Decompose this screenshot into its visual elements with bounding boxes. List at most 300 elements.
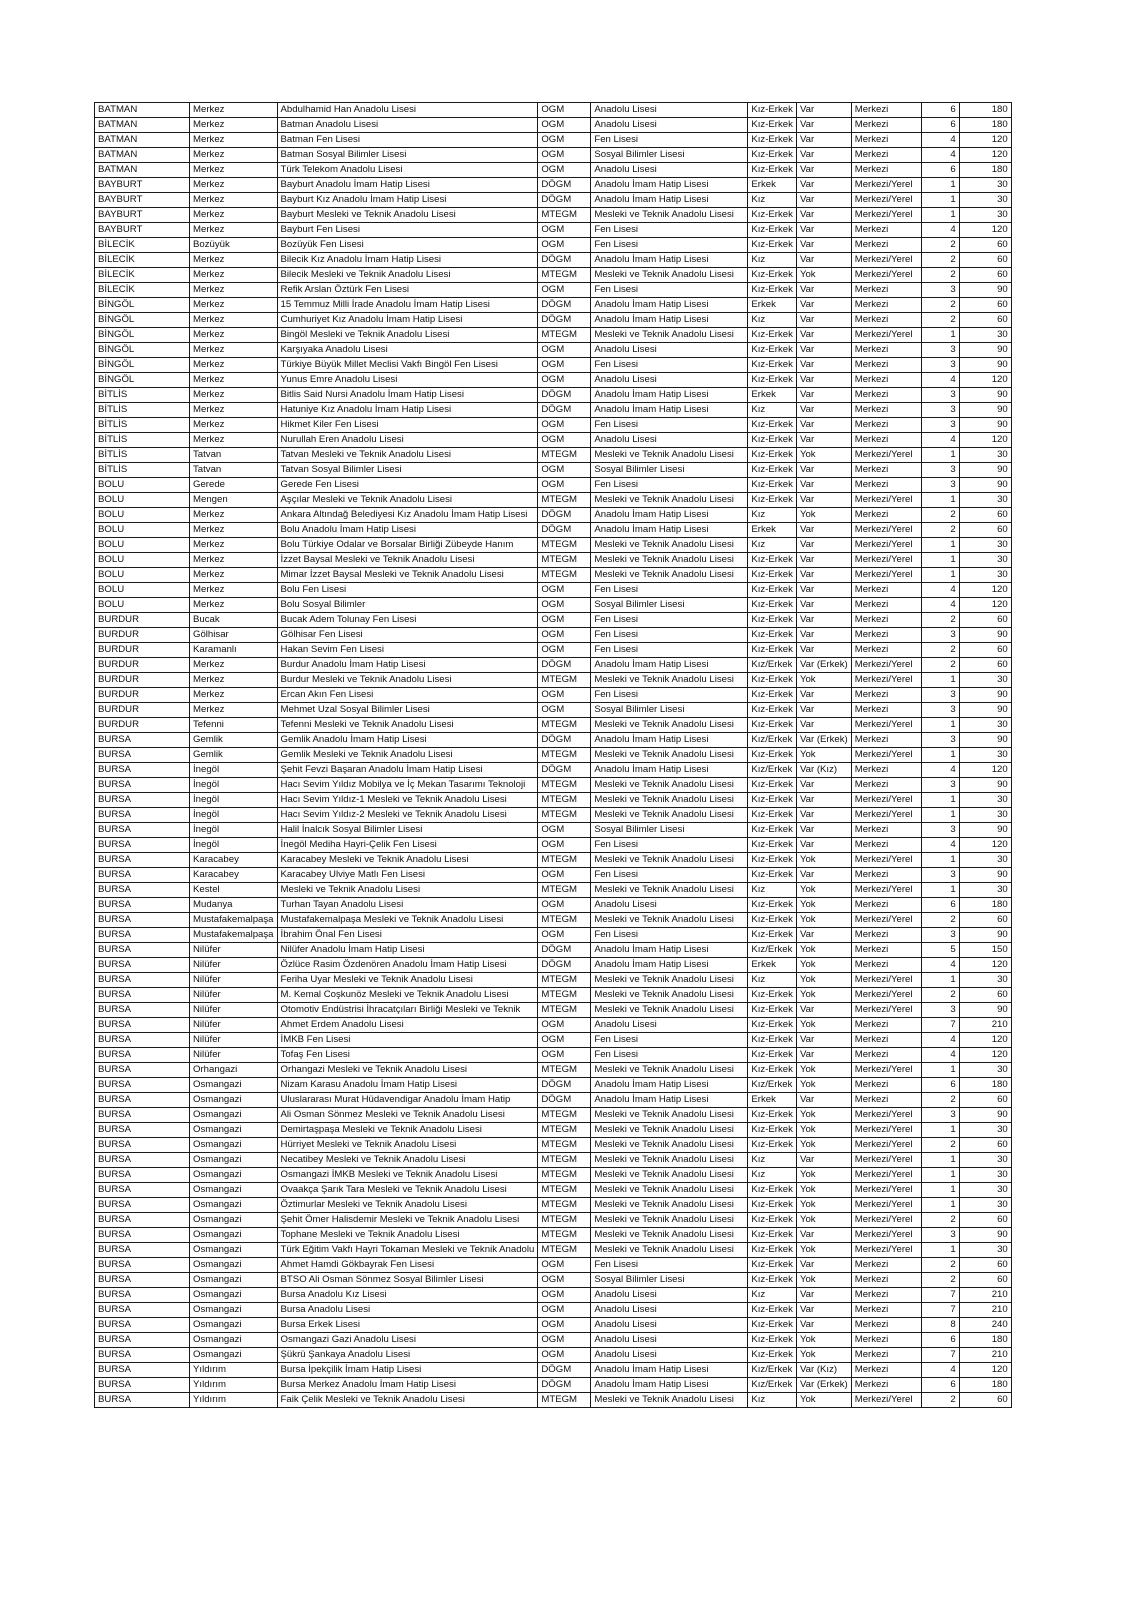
gender-cell: Kız-Erkek [748,718,797,733]
quota-cell: 120 [959,838,1011,853]
admission-cell: Merkezi [851,118,921,133]
gender-cell: Kız-Erkek [748,1123,797,1138]
school-type-cell: Mesleki ve Teknik Anadolu Lisesi [591,778,748,793]
gender-cell: Kız [748,403,797,418]
table-row [95,313,1012,328]
gender-cell: Kız-Erkek [748,703,797,718]
table-row [95,973,1012,988]
school-type-cell: Fen Lisesi [591,223,748,238]
school-type-cell: Fen Lisesi [591,628,748,643]
class-count-cell: 2 [921,253,959,268]
province-cell: BURSA [95,868,190,883]
gender-cell: Kız-Erkek [748,643,797,658]
gender-cell: Kız-Erkek [748,223,797,238]
table-row [95,1243,1012,1258]
district-cell: Nilüfer [190,988,278,1003]
class-count-cell: 3 [921,703,959,718]
table-row [95,1018,1012,1033]
school-type-cell: Anadolu Lisesi [591,343,748,358]
province-cell: BURSA [95,1003,190,1018]
school-table [94,102,1012,1408]
province-cell: BURSA [95,778,190,793]
school-name-cell: Bursa Anadolu Lisesi [277,1303,538,1318]
district-cell: Merkez [190,403,278,418]
directorate-cell: DÖGM [538,313,591,328]
directorate-cell: DÖGM [538,658,591,673]
province-cell: BAYBURT [95,208,190,223]
district-cell: Mudanya [190,898,278,913]
directorate-cell: MTEGM [538,1228,591,1243]
directorate-cell: OGM [538,1273,591,1288]
gender-cell: Kız-Erkek [748,688,797,703]
quota-cell: 120 [959,433,1011,448]
province-cell: BİNGÖL [95,373,190,388]
quota-cell: 60 [959,268,1011,283]
quota-cell: 60 [959,988,1011,1003]
school-type-cell: Anadolu İmam Hatip Lisesi [591,1378,748,1393]
class-count-cell: 1 [921,568,959,583]
directorate-cell: OGM [538,223,591,238]
gender-cell: Kız-Erkek [748,268,797,283]
dormitory-cell: Yok [796,1198,851,1213]
table-row [95,1108,1012,1123]
directorate-cell: OGM [538,1348,591,1363]
gender-cell: Kız-Erkek [748,118,797,133]
gender-cell: Kız-Erkek [748,328,797,343]
dormitory-cell: Var (Kız) [796,1363,851,1378]
admission-cell: Merkezi/Yerel [851,853,921,868]
dormitory-cell: Var [796,628,851,643]
table-row [95,943,1012,958]
district-cell: Mustafakemalpaşa [190,928,278,943]
dormitory-cell: Yok [796,958,851,973]
school-type-cell: Anadolu İmam Hatip Lisesi [591,1093,748,1108]
admission-cell: Merkezi [851,1258,921,1273]
directorate-cell: MTEGM [538,1123,591,1138]
class-count-cell: 1 [921,493,959,508]
dormitory-cell: Yok [796,1078,851,1093]
gender-cell: Kız [748,1168,797,1183]
table-row [95,1303,1012,1318]
province-cell: BURDUR [95,628,190,643]
province-cell: BOLU [95,538,190,553]
admission-cell: Merkezi [851,1018,921,1033]
directorate-cell: MTEGM [538,883,591,898]
table-row [95,1138,1012,1153]
quota-cell: 120 [959,223,1011,238]
dormitory-cell: Var [796,403,851,418]
admission-cell: Merkezi/Yerel [851,1108,921,1123]
gender-cell: Kız-Erkek [748,673,797,688]
district-cell: Merkez [190,268,278,283]
gender-cell: Kız-Erkek [748,628,797,643]
district-cell: Osmangazi [190,1108,278,1123]
school-type-cell: Sosyal Bilimler Lisesi [591,703,748,718]
gender-cell: Kız-Erkek [748,613,797,628]
province-cell: BURSA [95,1123,190,1138]
province-cell: BAYBURT [95,223,190,238]
directorate-cell: MTEGM [538,913,591,928]
directorate-cell: OGM [538,148,591,163]
school-type-cell: Anadolu İmam Hatip Lisesi [591,733,748,748]
school-type-cell: Anadolu Lisesi [591,1288,748,1303]
dormitory-cell: Var [796,133,851,148]
directorate-cell: MTEGM [538,1003,591,1018]
directorate-cell: OGM [538,103,591,118]
table-row [95,358,1012,373]
gender-cell: Kız-Erkek [748,1333,797,1348]
class-count-cell: 1 [921,973,959,988]
dormitory-cell: Var [796,298,851,313]
table-row [95,373,1012,388]
gender-cell: Kız-Erkek [748,913,797,928]
gender-cell: Kız [748,1288,797,1303]
district-cell: Merkez [190,283,278,298]
admission-cell: Merkezi/Yerel [851,1198,921,1213]
gender-cell: Kız-Erkek [748,103,797,118]
class-count-cell: 1 [921,208,959,223]
class-count-cell: 7 [921,1288,959,1303]
gender-cell: Kız-Erkek [748,928,797,943]
district-cell: Merkez [190,583,278,598]
school-name-cell: İbrahim Önal Fen Lisesi [277,928,538,943]
province-cell: BURSA [95,973,190,988]
class-count-cell: 8 [921,1318,959,1333]
table-row [95,298,1012,313]
gender-cell: Kız-Erkek [748,448,797,463]
admission-cell: Merkezi [851,388,921,403]
quota-cell: 120 [959,133,1011,148]
table-row [95,208,1012,223]
school-type-cell: Fen Lisesi [591,238,748,253]
gender-cell: Kız-Erkek [748,1003,797,1018]
admission-cell: Merkezi [851,163,921,178]
school-type-cell: Mesleki ve Teknik Anadolu Lisesi [591,1183,748,1198]
admission-cell: Merkezi/Yerel [851,178,921,193]
quota-cell: 180 [959,1078,1011,1093]
admission-cell: Merkezi [851,628,921,643]
quota-cell: 90 [959,463,1011,478]
district-cell: Gerede [190,478,278,493]
directorate-cell: OGM [538,928,591,943]
quota-cell: 60 [959,253,1011,268]
table-row [95,103,1012,118]
school-name-cell: 15 Temmuz Milli İrade Anadolu İmam Hatip Lisesi [277,298,538,313]
directorate-cell: OGM [538,478,591,493]
admission-cell: Merkezi [851,1333,921,1348]
school-type-cell: Mesleki ve Teknik Anadolu Lisesi [591,448,748,463]
quota-cell: 30 [959,493,1011,508]
dormitory-cell: Yok [796,1348,851,1363]
school-type-cell: Mesleki ve Teknik Anadolu Lisesi [591,1228,748,1243]
province-cell: BURSA [95,1198,190,1213]
dormitory-cell: Var [796,238,851,253]
directorate-cell: DÖGM [538,508,591,523]
province-cell: BURSA [95,1063,190,1078]
table-row [95,388,1012,403]
dormitory-cell: Var [796,718,851,733]
directorate-cell: OGM [538,358,591,373]
class-count-cell: 1 [921,328,959,343]
admission-cell: Merkezi/Yerel [851,448,921,463]
admission-cell: Merkezi/Yerel [851,568,921,583]
admission-cell: Merkezi/Yerel [851,1063,921,1078]
class-count-cell: 6 [921,898,959,913]
class-count-cell: 2 [921,988,959,1003]
province-cell: BATMAN [95,118,190,133]
district-cell: Osmangazi [190,1123,278,1138]
dormitory-cell: Yok [796,1333,851,1348]
school-name-cell: Abdulhamid Han Anadolu Lisesi [277,103,538,118]
admission-cell: Merkezi [851,898,921,913]
school-type-cell: Mesleki ve Teknik Anadolu Lisesi [591,988,748,1003]
province-cell: BURSA [95,763,190,778]
gender-cell: Kız-Erkek [748,208,797,223]
district-cell: Mengen [190,493,278,508]
dormitory-cell: Yok [796,673,851,688]
directorate-cell: MTEGM [538,208,591,223]
directorate-cell: MTEGM [538,538,591,553]
province-cell: BURSA [95,1228,190,1243]
school-type-cell: Mesleki ve Teknik Anadolu Lisesi [591,853,748,868]
dormitory-cell: Yok [796,1273,851,1288]
gender-cell: Kız/Erkek [748,943,797,958]
dormitory-cell: Var [796,1288,851,1303]
quota-cell: 30 [959,1123,1011,1138]
admission-cell: Merkezi [851,433,921,448]
school-type-cell: Anadolu İmam Hatip Lisesi [591,253,748,268]
school-type-cell: Anadolu Lisesi [591,373,748,388]
school-name-cell: Bilecik Mesleki ve Teknik Anadolu Lisesi [277,268,538,283]
table-body [95,103,1012,1408]
directorate-cell: OGM [538,643,591,658]
gender-cell: Kız [748,193,797,208]
class-count-cell: 2 [921,268,959,283]
admission-cell: Merkezi [851,1093,921,1108]
table-row [95,628,1012,643]
class-count-cell: 1 [921,1168,959,1183]
district-cell: Merkez [190,508,278,523]
district-cell: Merkez [190,148,278,163]
gender-cell: Kız-Erkek [748,283,797,298]
quota-cell: 120 [959,1048,1011,1063]
dormitory-cell: Var (Kız) [796,763,851,778]
class-count-cell: 6 [921,1378,959,1393]
gender-cell: Kız-Erkek [748,1183,797,1198]
admission-cell: Merkezi/Yerel [851,1393,921,1408]
table-row [95,238,1012,253]
school-name-cell: Hacı Sevim Yıldız Mobilya ve İç Mekan Tasarımı Teknoloji [277,778,538,793]
dormitory-cell: Yok [796,508,851,523]
province-cell: BURSA [95,1243,190,1258]
table-row [95,568,1012,583]
school-name-cell: Ahmet Erdem Anadolu Lisesi [277,1018,538,1033]
province-cell: BOLU [95,508,190,523]
quota-cell: 90 [959,688,1011,703]
table-row [95,1318,1012,1333]
gender-cell: Kız-Erkek [748,343,797,358]
school-type-cell: Mesleki ve Teknik Anadolu Lisesi [591,718,748,733]
dormitory-cell: Var [796,793,851,808]
table-row [95,433,1012,448]
gender-cell: Kız/Erkek [748,733,797,748]
gender-cell: Kız-Erkek [748,433,797,448]
gender-cell: Erkek [748,388,797,403]
class-count-cell: 4 [921,1363,959,1378]
school-name-cell: Hacı Sevim Yıldız-2 Mesleki ve Teknik Anadolu Lisesi [277,808,538,823]
district-cell: Merkez [190,328,278,343]
school-type-cell: Fen Lisesi [591,928,748,943]
school-name-cell: Batman Sosyal Bilimler Lisesi [277,148,538,163]
directorate-cell: MTEGM [538,793,591,808]
admission-cell: Merkezi [851,823,921,838]
directorate-cell: MTEGM [538,1153,591,1168]
class-count-cell: 5 [921,943,959,958]
table-row [95,598,1012,613]
directorate-cell: OGM [538,163,591,178]
district-cell: Merkez [190,118,278,133]
quota-cell: 60 [959,613,1011,628]
admission-cell: Merkezi [851,508,921,523]
admission-cell: Merkezi [851,928,921,943]
class-count-cell: 1 [921,1183,959,1198]
province-cell: BURSA [95,823,190,838]
table-row [95,1198,1012,1213]
school-name-cell: Tefenni Mesleki ve Teknik Anadolu Lisesi [277,718,538,733]
class-count-cell: 7 [921,1303,959,1318]
class-count-cell: 6 [921,103,959,118]
table-row [95,118,1012,133]
table-row [95,343,1012,358]
school-name-cell: Öztimurlar Mesleki ve Teknik Anadolu Lisesi [277,1198,538,1213]
province-cell: BATMAN [95,103,190,118]
directorate-cell: OGM [538,688,591,703]
dormitory-cell: Yok [796,1138,851,1153]
province-cell: BİLECİK [95,238,190,253]
district-cell: Merkez [190,178,278,193]
gender-cell: Kız-Erkek [748,568,797,583]
gender-cell: Kız-Erkek [748,1138,797,1153]
admission-cell: Merkezi/Yerel [851,208,921,223]
table-row [95,778,1012,793]
directorate-cell: OGM [538,703,591,718]
directorate-cell: DÖGM [538,733,591,748]
school-type-cell: Anadolu İmam Hatip Lisesi [591,1078,748,1093]
school-type-cell: Fen Lisesi [591,838,748,853]
school-name-cell: Feriha Uyar Mesleki ve Teknik Anadolu Lisesi [277,973,538,988]
quota-cell: 90 [959,388,1011,403]
table-row [95,658,1012,673]
quota-cell: 90 [959,358,1011,373]
quota-cell: 60 [959,1258,1011,1273]
class-count-cell: 1 [921,1243,959,1258]
school-type-cell: Anadolu Lisesi [591,118,748,133]
province-cell: BURSA [95,913,190,928]
school-type-cell: Anadolu İmam Hatip Lisesi [591,943,748,958]
directorate-cell: OGM [538,133,591,148]
admission-cell: Merkezi [851,1348,921,1363]
dormitory-cell: Var [796,373,851,388]
directorate-cell: MTEGM [538,718,591,733]
directorate-cell: OGM [538,838,591,853]
dormitory-cell: Var [796,253,851,268]
province-cell: BURSA [95,1093,190,1108]
district-cell: Osmangazi [190,1138,278,1153]
class-count-cell: 2 [921,643,959,658]
district-cell: Merkez [190,688,278,703]
school-type-cell: Mesleki ve Teknik Anadolu Lisesi [591,208,748,223]
class-count-cell: 2 [921,658,959,673]
school-name-cell: İnegöl Mediha Hayri-Çelik Fen Lisesi [277,838,538,853]
quota-cell: 30 [959,553,1011,568]
district-cell: Merkez [190,253,278,268]
quota-cell: 30 [959,193,1011,208]
school-type-cell: Mesleki ve Teknik Anadolu Lisesi [591,568,748,583]
province-cell: BURSA [95,1273,190,1288]
gender-cell: Kız-Erkek [748,478,797,493]
dormitory-cell: Yok [796,883,851,898]
admission-cell: Merkezi/Yerel [851,1213,921,1228]
school-name-cell: Mesleki ve Teknik Anadolu Lisesi [277,883,538,898]
class-count-cell: 2 [921,1138,959,1153]
district-cell: Osmangazi [190,1243,278,1258]
table-row [95,1168,1012,1183]
district-cell: Merkez [190,553,278,568]
table-row [95,178,1012,193]
dormitory-cell: Var [796,313,851,328]
dormitory-cell: Var (Erkek) [796,658,851,673]
directorate-cell: OGM [538,433,591,448]
class-count-cell: 2 [921,1213,959,1228]
dormitory-cell: Var (Erkek) [796,733,851,748]
gender-cell: Kız-Erkek [748,1048,797,1063]
district-cell: Karacabey [190,868,278,883]
province-cell: BİTLİS [95,418,190,433]
admission-cell: Merkezi/Yerel [851,973,921,988]
province-cell: BURSA [95,1018,190,1033]
directorate-cell: OGM [538,1288,591,1303]
school-type-cell: Anadolu Lisesi [591,1318,748,1333]
province-cell: BURDUR [95,658,190,673]
table-row [95,733,1012,748]
province-cell: BURDUR [95,613,190,628]
table-row [95,553,1012,568]
dormitory-cell: Yok [796,268,851,283]
dormitory-cell: Var [796,1228,851,1243]
quota-cell: 120 [959,148,1011,163]
dormitory-cell: Var [796,808,851,823]
dormitory-cell: Yok [796,1243,851,1258]
school-name-cell: Bolu Türkiye Odalar ve Borsalar Birliği Zübeyde Hanım [277,538,538,553]
district-cell: Osmangazi [190,1318,278,1333]
gender-cell: Kız-Erkek [748,868,797,883]
admission-cell: Merkezi [851,283,921,298]
dormitory-cell: Var [796,478,851,493]
district-cell: Osmangazi [190,1153,278,1168]
province-cell: BİLECİK [95,268,190,283]
admission-cell: Merkezi [851,238,921,253]
school-name-cell: Otomotiv Endüstrisi İhracatçıları Birliği Mesleki ve Teknik [277,1003,538,1018]
class-count-cell: 3 [921,1108,959,1123]
directorate-cell: MTEGM [538,853,591,868]
district-cell: Merkez [190,703,278,718]
directorate-cell: OGM [538,373,591,388]
gender-cell: Erkek [748,523,797,538]
gender-cell: Kız-Erkek [748,598,797,613]
dormitory-cell: Var [796,1303,851,1318]
province-cell: BİTLİS [95,448,190,463]
district-cell: Merkez [190,193,278,208]
